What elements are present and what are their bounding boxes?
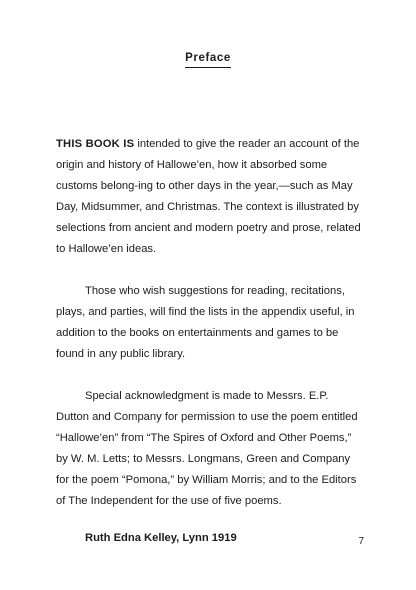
paragraph-acknowledgment: Special acknowledgment is made to Messrs. E.P. Dutton and Company for permission to use the poem entitled “Hallowe’en” from “The Spires of Oxford and Other Poems,” by W. M. Letts; to Messrs. Longmans, Green and Company for the poem “Pomona,” by William Morris; and to the Editors of The Independent for the use of five poems. [56,390,358,507]
page-title: Preface [185,52,231,68]
paragraph-intro [56,134,361,260]
heading-container [0,48,416,68]
preface-body [56,134,361,549]
author-signature: Ruth Edna Kelley, Lynn 1919 [85,532,237,544]
page-number: 7 [358,536,364,547]
paragraph-intro-text: intended to give the reader an account of the origin and history of Hallowe’en, how it absorbed some customs belong-ing to other days in the year,—such as May Day, Midsummer, and Christmas. The context is illustrated by selections from ancient and modern poetry and prose, related to Hallowe’en ideas. [56,138,361,255]
paragraph-suggestions: Those who wish suggestions for reading, recitations, plays, and parties, will find the lists in the appendix useful, in addition to the books on entertainments and games to be found in any public library. [56,285,355,360]
lead-in-text: THIS BOOK IS [56,138,135,150]
